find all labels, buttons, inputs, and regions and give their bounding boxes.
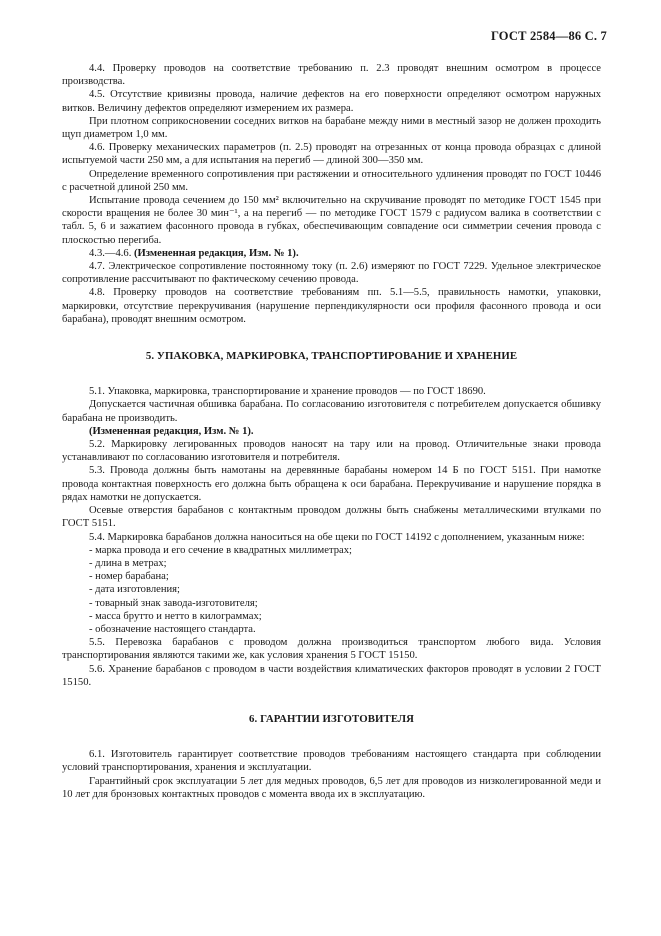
paragraph-4-6: 4.6. Проверку механических параметров (п. 2.5) проводят на отрезанных от конца провода образцах с длиной испытуемой части 250 мм, а для испытания на перегиб — длиной 300—350 мм. [62, 142, 601, 167]
paragraph-4-4: 4.4. Проверку проводов на соответствие требованию п. 2.3 проводят внешним осмотром в процессе производства. [62, 63, 601, 88]
section-6-heading: 6. ГАРАНТИИ ИЗГОТОВИТЕЛЯ [248, 712, 415, 725]
list-item: - длина в метрах; [89, 557, 167, 569]
paragraph-5-6: 5.6. Хранение барабанов с проводом в части воздействия климатических факторов проводят в условии 2 ГОСТ 15150. [62, 663, 601, 688]
amendment-note-4 [62, 247, 601, 260]
paragraph-4-8: 4.8. Проверку проводов на соответствие требованиям пп. 5.1—5.5, правильность намотки, упаковки, маркировки, отсутствие перекручивания (нарушение перпендикулярности оси профиля фасонного провода и оси барабана), проводят внешним осмотром. [62, 287, 601, 325]
paragraph-4-5: 4.5. Отсутствие кривизны провода, наличие дефектов на его поверхности определяют осмотром наружных витков. Величину дефектов определяют измерением их размера. [62, 89, 601, 114]
paragraph-5-1: 5.1. Упаковка, маркировка, транспортирование и хранение проводов — по ГОСТ 18690. [89, 386, 486, 398]
page-header: ГОСТ 2584—86 С. 7 [490, 29, 607, 43]
paragraph-5-2: 5.2. Маркировку легированных проводов наносят на тару или на провод. Отличительные знаки провода устанавливают по согласованию изготовителя и потребителя. [62, 439, 601, 464]
paragraph-4-6-continuation: Определение временного сопротивления при растяжении и относительного удлинения проводят по ГОСТ 10446 с расчетной длиной 250 мм. [62, 168, 601, 193]
list-item: - номер барабана; [89, 571, 169, 583]
paragraph-6-1: 6.1. Изготовитель гарантирует соответствие проводов требованиям настоящего стандарта при соблюдении условий транспортирования, хранения и эксплуатации. [62, 749, 601, 774]
paragraph-5-5: 5.5. Перевозка барабанов с проводом должна производиться транспортом любого вида. Условия транспортирования являются такими же, как условия хранения 5 ГОСТ 15150. [62, 637, 601, 662]
amendment-range: 4.3.—4.6. [89, 247, 135, 259]
list-item: - обозначение настоящего стандарта. [89, 623, 256, 635]
section-5-heading: 5. УПАКОВКА, МАРКИРОВКА, ТРАНСПОРТИРОВАНИЕ И ХРАНЕНИЕ [145, 350, 518, 363]
amendment-note-5: (Измененная редакция, Изм. № 1). [89, 425, 254, 437]
list-item: - масса брутто и нетто в килограммах; [89, 610, 262, 622]
paragraph-4-5-continuation: При плотном соприкосновении соседних витков на барабане между ними в местный зазор не должен проходить щуп диаметром 1,0 мм. [62, 115, 601, 141]
marking-list [62, 544, 601, 636]
paragraph-5-3: 5.3. Провода должны быть намотаны на деревянные барабаны номером 14 Б по ГОСТ 5151. При намотке провода контактная поверхность его должна быть обращена к оси барабана. Перекручивание и нарушение порядка в рядах намотки не допускается. [62, 465, 601, 503]
list-item: - марка провода и его сечение в квадратных миллиметрах; [89, 544, 352, 556]
list-item: - товарный знак завода-изготовителя; [89, 597, 258, 609]
amendment-label: (Измененная редакция, Изм. № 1). [134, 247, 299, 259]
paragraph-4-6-torsion: Испытание провода сечением до 150 мм² включительно на скручивание проводят по методике ГОСТ 1545 при скорости вращения не более 30 мин⁻¹, а на перегиб — по методике ГОСТ 1579 с радиусом валика в соответствии с табл. 5, 6 и зажатием фасонного провода в губках, обеспечивающим совпадение оси симметрии сечения провода с плоскостью перегиба. [62, 195, 601, 246]
paragraph-4-7: 4.7. Электрическое сопротивление постоянному току (п. 2.6) измеряют по ГОСТ 7229. Удельное электрическое сопротивление рассчитывают по фактическому сечению провода. [62, 261, 601, 286]
paragraph-5-3-continuation: Осевые отверстия барабанов с контактным проводом должны быть снабжены металлическими втулками по ГОСТ 5151. [62, 505, 601, 530]
paragraph-5-4: 5.4. Маркировка барабанов должна наноситься на обе щеки по ГОСТ 14192 с дополнением, указанным ниже: [89, 531, 585, 543]
paragraph-6-1-continuation: Гарантийный срок эксплуатации 5 лет для медных проводов, 6,5 лет для проводов из низколегированной меди и 10 лет для бронзовых контактных проводов с момента ввода их в эксплуатацию. [62, 775, 601, 800]
paragraph-5-1-continuation: Допускается частичная обшивка барабана. По согласованию изготовителя с потребителем допускается обшивку барабана не производить. [62, 399, 601, 424]
list-item: - дата изготовления; [89, 584, 180, 596]
document-body [62, 62, 601, 801]
